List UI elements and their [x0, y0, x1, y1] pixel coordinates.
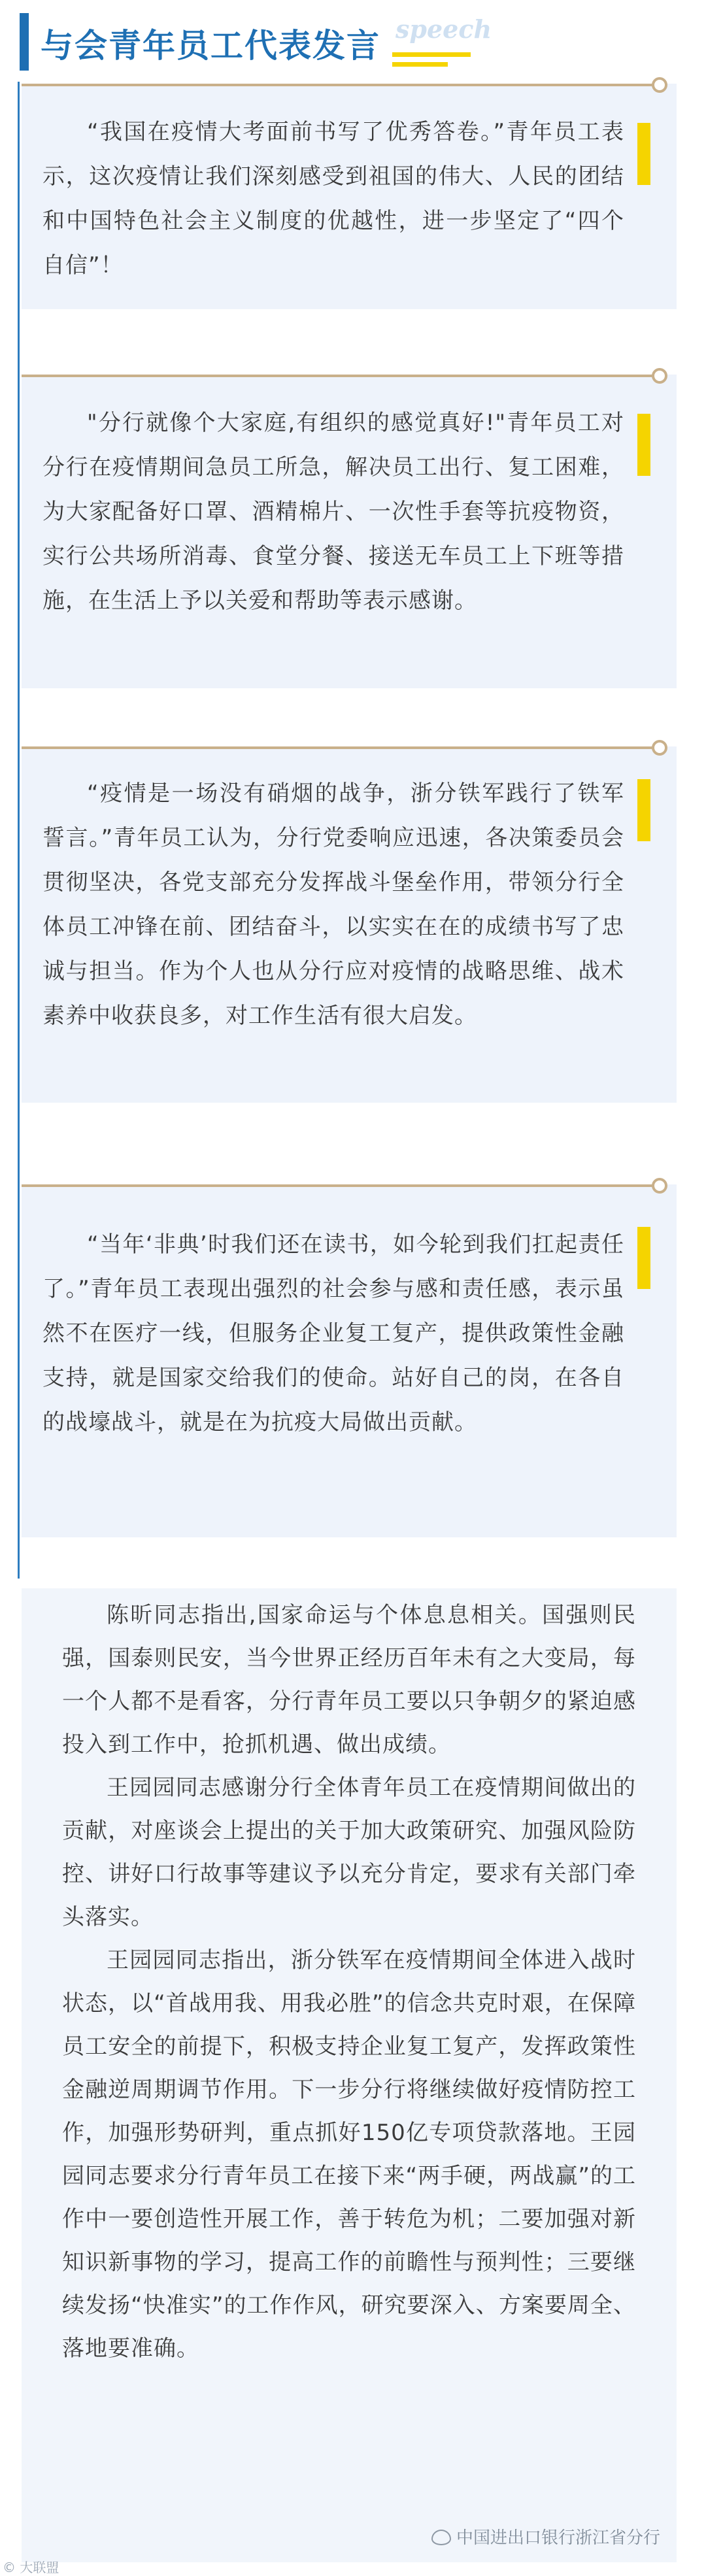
quote-text: "分行就像个大家庭,有组织的感觉真好!"青年员工对分行在疫情期间急员工所急，解决员工出行、复工困难，为大家配备好口罩、酒精棉片、一次性手套等抗疫物资，实行公共场所消毒、食堂分餐、接送无车员工上下班等措施，在生活上予以关爱和帮助等表示感谢。	[42, 410, 624, 614]
card-divider-dot	[652, 368, 667, 384]
left-border-rule	[18, 82, 20, 1579]
card-yellow-accent	[637, 414, 650, 476]
section-title: 与会青年员工代表发言	[41, 27, 380, 65]
card-divider-line	[22, 1184, 657, 1187]
summary-paragraph-3: 王园园同志指出，浙分铁军在疫情期间全体进入战时状态，以“首战用我、用我必胜”的信念共克时艰，在保障员工安全的前提下，积极支持企业复工复产，发挥政策性金融逆周期调节作用。下一步分行将继续做好疫情防控工作，加强形势研判，重点抓好150亿专项贷款落地。王园园同志要求分行青年员工在接下来“两手硬，两战赢”的工作中一要创造性开展工作，善于转危为机；二要加强对新知识新事物的学习，提高工作的前瞻性与预判性；三要继续发扬“快准实”的工作作风，研究要深入、方案要周全、落地要准确。	[62, 1947, 636, 2362]
summary-paragraphs	[62, 1594, 636, 2370]
card-divider-dot	[652, 740, 667, 756]
quote-card-3	[22, 746, 677, 1103]
heading-accent-bar	[20, 13, 29, 71]
card-yellow-accent	[637, 779, 650, 841]
summary-box	[22, 1588, 677, 2562]
card-divider-line	[22, 746, 657, 749]
quote-text: “当年‘非典’时我们还在读书，如今轮到我们扛起责任了。”青年员工表现出强烈的社会参与感和责任感，表示虽然不在医疗一线，但服务企业复工复产，提供政策性金融支持，就是国家交给我们的使命。站好自己的岗，在各自的战壕战斗，就是在为抗疫大局做出贡献。	[42, 1231, 624, 1435]
heading-underline-2	[392, 62, 448, 67]
quote-text: “我国在疫情大考面前书写了优秀答卷。”青年员工表示，这次疫情让我们深刻感受到祖国的伟大、人民的团结和中国特色社会主义制度的优越性，进一步坚定了“四个自信”！	[42, 119, 624, 278]
quote-card-2	[22, 375, 677, 688]
summary-paragraph-2: 王园园同志感谢分行全体青年员工在疫情期间做出的贡献，对座谈会上提出的关于加大政策研究、加强风险防控、讲好口行故事等建议予以充分肯定，要求有关部门牵头落实。	[62, 1775, 636, 1930]
watermark-text: 中国进出口银行浙江省分行	[456, 2528, 661, 2548]
wechat-icon	[431, 2530, 451, 2545]
speech-decoration: speech	[395, 14, 492, 44]
card-divider-line	[22, 84, 657, 86]
wechat-watermark	[431, 2524, 660, 2549]
card-divider-line	[22, 375, 657, 377]
source-watermark: © 大联盟	[3, 2560, 59, 2575]
quote-text: “疫情是一场没有硝烟的战争，浙分铁军践行了铁军誓言。”青年员工认为，分行党委响应迅速，各决策委员会贯彻坚决，各党支部充分发挥战斗堡垒作用，带领分行全体员工冲锋在前、团结奋斗，以实实在在的成绩书写了忠诚与担当。作为个人也从分行应对疫情的战略思维、战术素养中收获良多，对工作生活有很大启发。	[42, 780, 624, 1029]
card-yellow-accent	[637, 1227, 650, 1289]
summary-paragraph-1: 陈昕同志指出,国家命运与个体息息相关。国强则民强，国泰则民安，当今世界正经历百年未有之大变局，每一个人都不是看客，分行青年员工要以只争朝夕的紧迫感投入到工作中，抢抓机遇、做出成绩。	[62, 1602, 636, 1758]
heading-underline-1	[392, 52, 471, 57]
card-yellow-accent	[637, 123, 650, 185]
card-divider-dot	[652, 77, 667, 93]
quote-card-4	[22, 1184, 677, 1537]
quote-card-1	[22, 84, 677, 309]
card-divider-dot	[652, 1178, 667, 1194]
